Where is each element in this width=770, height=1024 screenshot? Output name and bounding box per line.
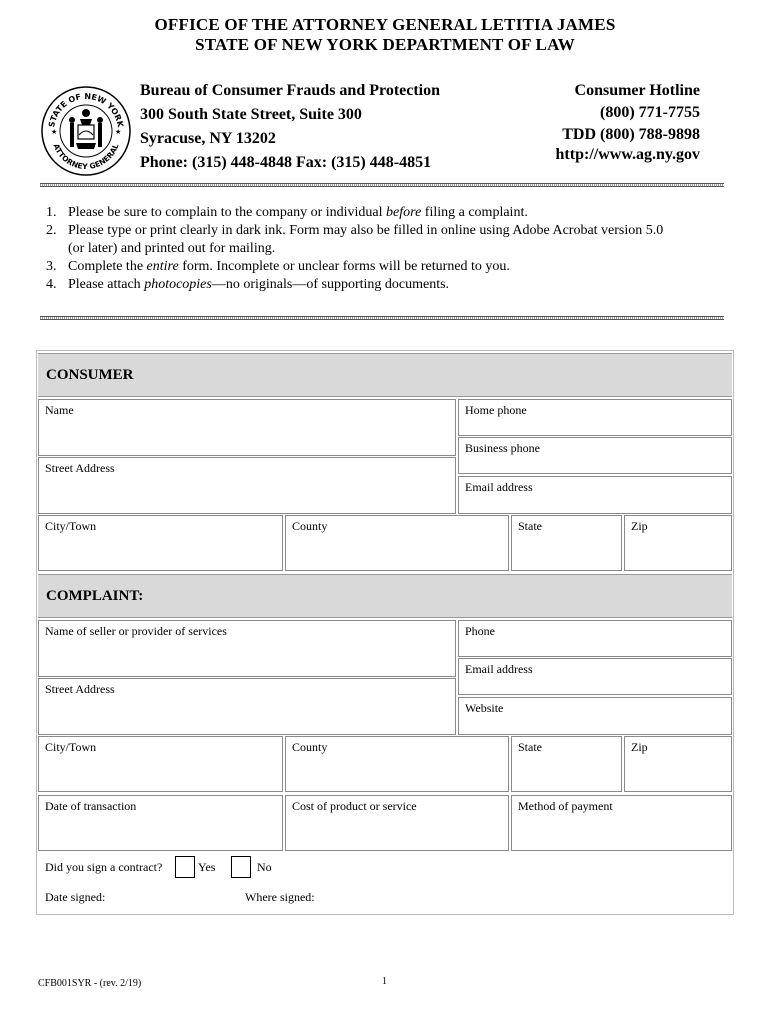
instructions-divider: [40, 316, 724, 320]
consumer-city-field[interactable]: [38, 515, 283, 571]
bureau-street: 300 South State Street, Suite 300: [140, 106, 362, 123]
consumer-home-phone-field[interactable]: [458, 399, 732, 436]
seller-county-label: County: [292, 740, 328, 754]
consumer-county-label: County: [292, 519, 328, 533]
where-signed-label: Where signed:: [245, 890, 315, 904]
contract-yes-checkbox[interactable]: [175, 856, 195, 878]
hotline-tdd: TDD (800) 788-9898: [562, 126, 700, 143]
form-id: CFB001SYR - (rev. 2/19): [38, 978, 142, 989]
consumer-state-label: State: [518, 519, 542, 533]
consumer-section-header: [38, 353, 732, 397]
instruction-4: 4. Please attach photocopies—no originals—of supporting documents.: [46, 277, 450, 292]
page-number: 1: [382, 976, 387, 987]
seller-email-label: Email address: [465, 662, 533, 676]
consumer-street-address-field[interactable]: [38, 457, 456, 514]
svg-text:STATE OF NEW YORK: STATE OF NEW YORK: [47, 91, 125, 128]
attorney-general-seal-icon: [40, 85, 132, 177]
contract-question-label: Did you sign a contract?: [45, 860, 163, 874]
consumer-email-label: Email address: [465, 480, 533, 494]
seller-website-field[interactable]: [458, 697, 732, 735]
seller-name-field[interactable]: [38, 620, 456, 677]
seller-website-label: Website: [465, 701, 504, 715]
instruction-1: 1. Please be sure to complain to the company or individual before filing a complaint.: [46, 205, 528, 220]
payment-method-field[interactable]: [511, 795, 732, 851]
svg-text:★: ★: [51, 128, 58, 136]
seller-county-field[interactable]: [285, 736, 509, 792]
date-signed-label: Date signed:: [45, 890, 106, 904]
consumer-zip-label: Zip: [631, 519, 648, 533]
consumer-state-field[interactable]: [511, 515, 622, 571]
consumer-email-field[interactable]: [458, 476, 732, 514]
hotline-website[interactable]: http://www.ag.ny.gov: [555, 146, 700, 163]
complaint-heading: COMPLAINT:: [46, 588, 144, 604]
transaction-date-label: Date of transaction: [45, 799, 137, 813]
transaction-date-field[interactable]: [38, 795, 283, 851]
contract-yes-label: Yes: [198, 860, 216, 874]
hotline-title: Consumer Hotline: [574, 82, 700, 99]
payment-method-label: Method of payment: [518, 799, 613, 813]
consumer-home-phone-label: Home phone: [465, 403, 527, 417]
department-title: STATE OF NEW YORK DEPARTMENT OF LAW: [195, 35, 575, 54]
seller-zip-label: Zip: [631, 740, 648, 754]
cost-field[interactable]: [285, 795, 509, 851]
cost-label: Cost of product or service: [292, 799, 417, 813]
seller-name-label: Name of seller or provider of services: [45, 624, 227, 638]
consumer-name-label: Name: [45, 403, 74, 417]
seller-street-address-label: Street Address: [45, 682, 115, 696]
contract-no-label: No: [257, 860, 272, 874]
seller-email-field[interactable]: [458, 658, 732, 695]
seller-state-field[interactable]: [511, 736, 622, 792]
seller-street-address-field[interactable]: [38, 678, 456, 735]
seller-phone-label: Phone: [465, 624, 495, 638]
bureau-phone-fax: Phone: (315) 448-4848 Fax: (315) 448-4851: [140, 154, 432, 171]
seller-phone-field[interactable]: [458, 620, 732, 657]
consumer-zip-field[interactable]: [624, 515, 732, 571]
consumer-business-phone-label: Business phone: [465, 441, 540, 455]
svg-text:ATTORNEY GENERAL: ATTORNEY GENERAL: [51, 142, 121, 172]
seller-city-field[interactable]: [38, 736, 283, 792]
svg-text:★: ★: [115, 128, 122, 136]
office-title: OFFICE OF THE ATTORNEY GENERAL LETITIA JAMES: [154, 15, 616, 34]
consumer-county-field[interactable]: [285, 515, 509, 571]
consumer-name-field[interactable]: [38, 399, 456, 456]
consumer-city-label: City/Town: [45, 519, 97, 533]
seller-zip-field[interactable]: [624, 736, 732, 792]
hotline-phone: (800) 771-7755: [600, 104, 700, 121]
instruction-2-continued: (or later) and printed out for mailing.: [68, 241, 276, 256]
seller-city-label: City/Town: [45, 740, 97, 754]
contract-no-checkbox[interactable]: [231, 856, 251, 878]
header-divider: [40, 183, 724, 187]
complaint-section-header: [38, 574, 732, 618]
consumer-street-address-label: Street Address: [45, 461, 115, 475]
instruction-2: 2. Please type or print clearly in dark ink. Form may also be filled in online using Adobe Acrobat version 5.0: [46, 223, 664, 238]
seller-state-label: State: [518, 740, 542, 754]
instruction-3: 3. Complete the entire form. Incomplete or unclear forms will be returned to you.: [46, 259, 510, 274]
consumer-heading: CONSUMER: [46, 367, 134, 383]
bureau-name: Bureau of Consumer Frauds and Protection: [140, 82, 441, 99]
consumer-business-phone-field[interactable]: [458, 437, 732, 474]
bureau-city: Syracuse, NY 13202: [140, 130, 276, 147]
